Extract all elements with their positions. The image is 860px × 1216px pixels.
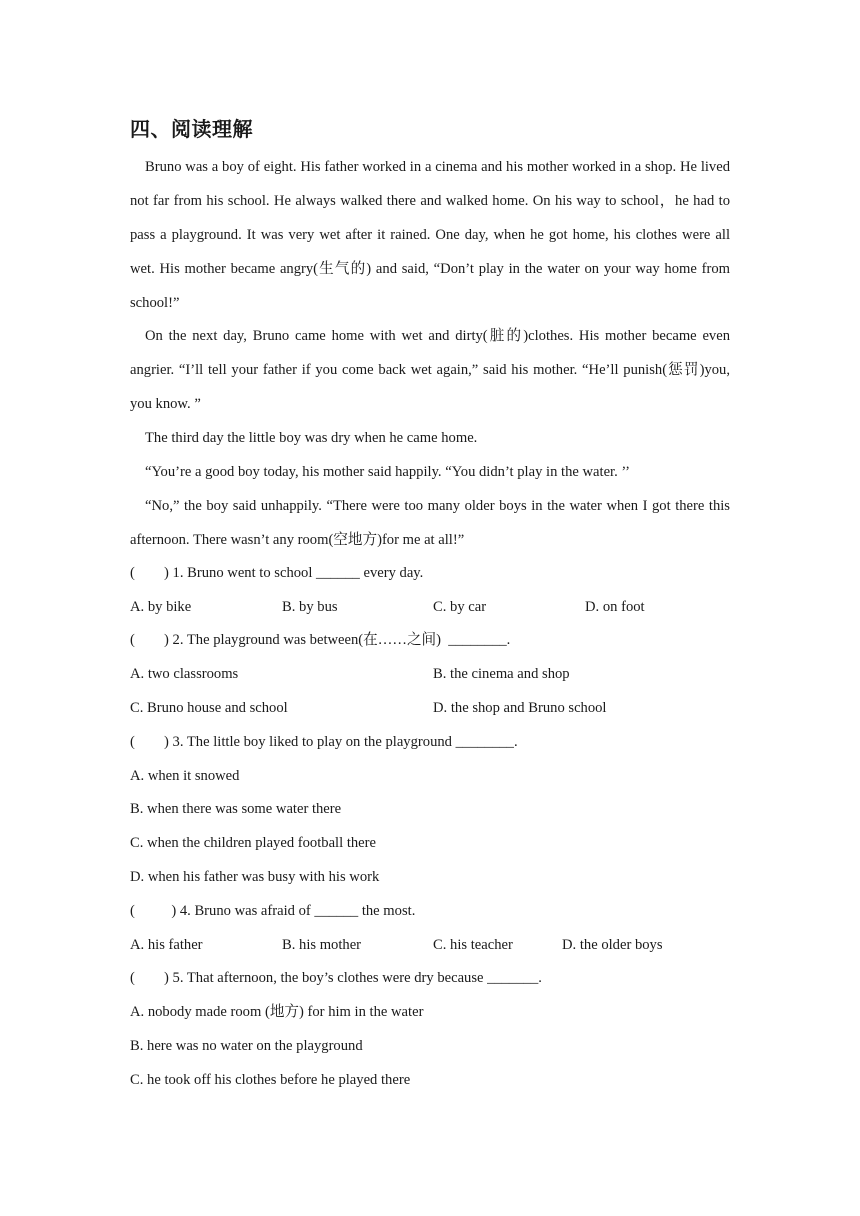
question-3-option-c: C. when the children played football there: [130, 835, 376, 851]
question-1-option-d: D. on foot: [585, 599, 645, 615]
question-1-option-b: B. by bus: [282, 599, 338, 615]
question-4-stem: ( ) 4. Bruno was afraid of ______ the most.: [130, 903, 416, 919]
question-1-stem: ( ) 1. Bruno went to school ______ every day.: [130, 565, 424, 581]
question-5-option-b: B. here was no water on the playground: [130, 1038, 363, 1054]
passage-paragraph-5: “No,” the boy said unhappily. “There were too many older boys in the water when I got there this afternoon. There wasn’t any room(空地方)for me at all!”: [130, 498, 730, 548]
question-4-option-a: A. his father: [130, 937, 203, 953]
question-2-option-d: D. the shop and Bruno school: [433, 700, 607, 716]
question-1-option-a: A. by bike: [130, 599, 192, 615]
question-3-option-b: B. when there was some water there: [130, 801, 342, 817]
passage-paragraph-3: The third day the little boy was dry when he came home.: [145, 430, 478, 446]
question-5-option-a: A. nobody made room (地方) for him in the water: [130, 1004, 424, 1020]
question-3-option-a: A. when it snowed: [130, 768, 240, 784]
question-2-option-a: A. two classrooms: [130, 666, 239, 682]
section-title: 四、阅读理解: [130, 117, 253, 141]
question-4-option-c: C. his teacher: [433, 937, 513, 953]
question-1-option-c: C. by car: [433, 599, 487, 615]
passage-paragraph-1: Bruno was a boy of eight. His father worked in a cinema and his mother worked in a shop. He lived not far from his school. He always walked there and walked home. On his way to school，he had to pass a playground. It was very wet after it rained. One day, when he got home, his clothes were all wet. His mother became angry(生气的) and said, “Don’t play in the water on your way home from school!”: [130, 159, 730, 311]
question-5-option-c: C. he took off his clothes before he played there: [130, 1072, 411, 1088]
question-4-option-b: B. his mother: [282, 937, 362, 953]
passage-paragraph-2: On the next day, Bruno came home with wet and dirty(脏的)clothes. His mother became even angrier. “I’ll tell your father if you come back wet again,” said his mother. “He’ll punish(惩罚)you, you know. ”: [130, 328, 730, 412]
question-5-stem: ( ) 5. That afternoon, the boy’s clothes were dry because _______.: [130, 970, 542, 986]
question-2-option-c: C. Bruno house and school: [130, 700, 288, 716]
question-4-option-d: D. the older boys: [562, 937, 663, 953]
question-2-stem: ( ) 2. The playground was between(在……之间) ________.: [130, 632, 511, 648]
question-2-option-b: B. the cinema and shop: [433, 666, 570, 682]
question-3-option-d: D. when his father was busy with his work: [130, 869, 380, 885]
passage-paragraph-4: “You’re a good boy today, his mother said happily. “You didn’t play in the water. ’’: [145, 464, 631, 480]
question-3-stem: ( ) 3. The little boy liked to play on the playground ________.: [130, 734, 518, 750]
